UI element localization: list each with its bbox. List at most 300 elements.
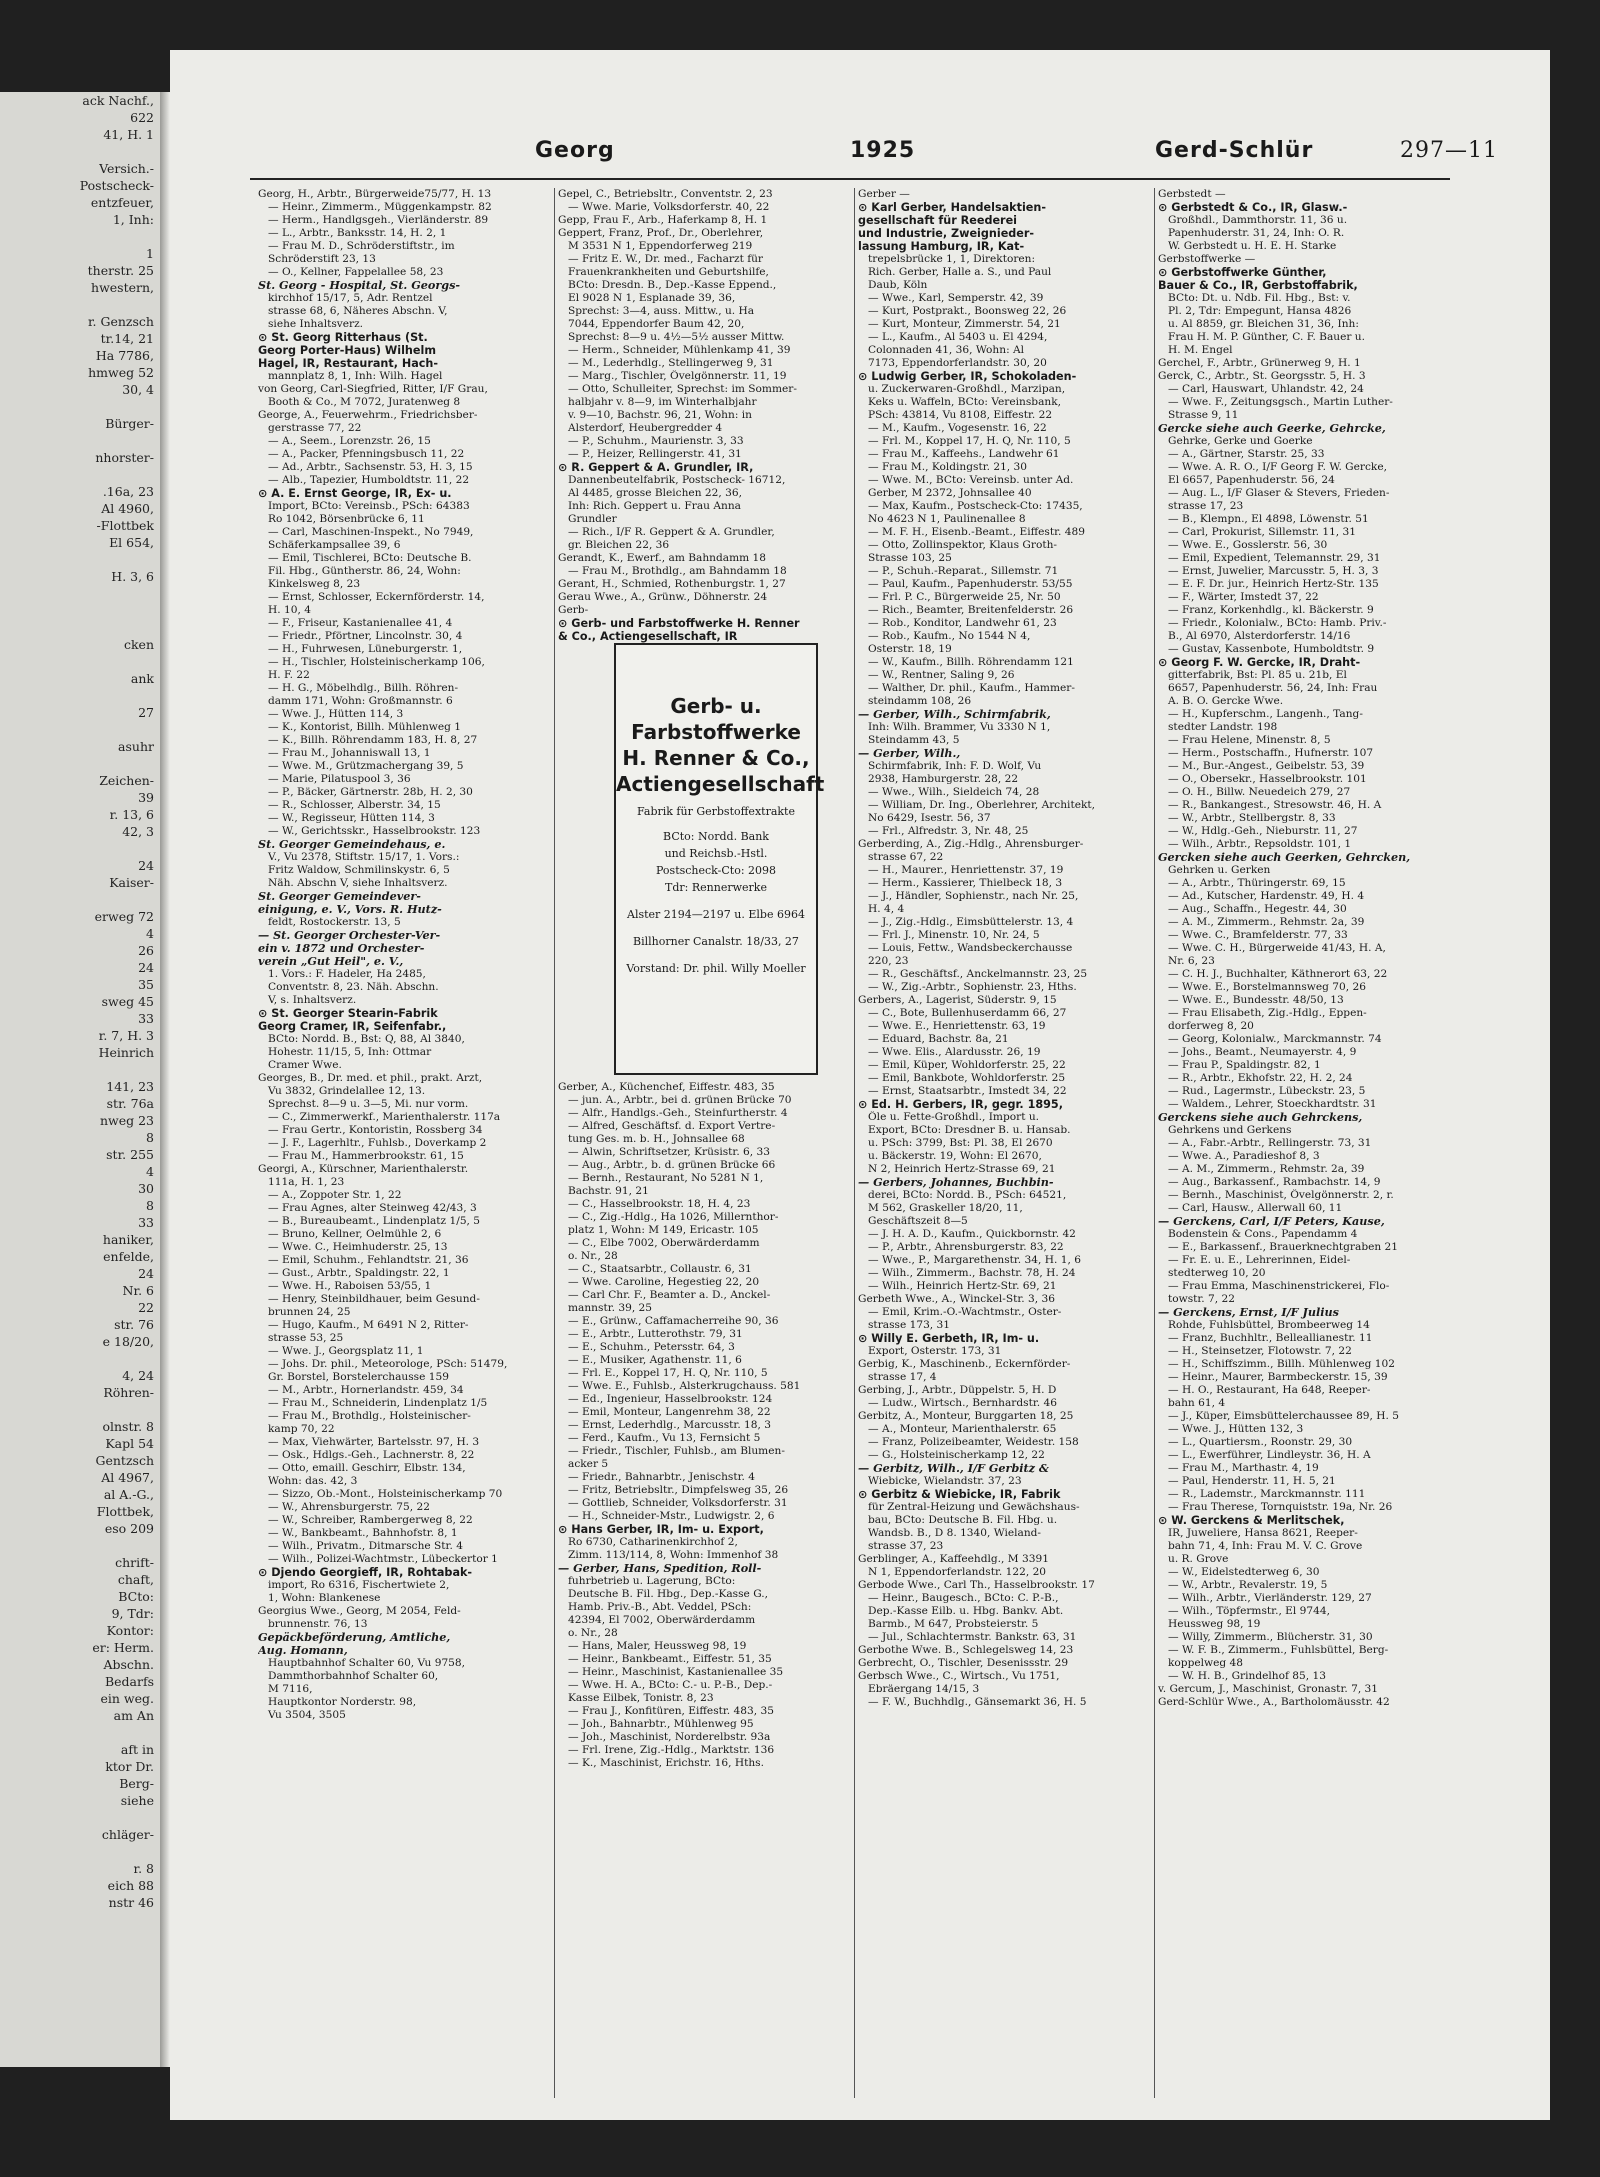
directory-entry-line: Booth & Co., M 7072, Juratenweg 8 bbox=[268, 396, 461, 408]
directory-entry-line: — Gerber, Wilh., Schirmfabrik, bbox=[858, 708, 1051, 721]
page-header bbox=[170, 138, 1550, 174]
directory-entry-line: H. 4, 4 bbox=[868, 903, 905, 915]
directory-entry-line: — Johs. Dr. phil., Meteorologe, PSch: 51479, bbox=[268, 1358, 508, 1370]
directory-entry-line: Cramer Wwe. bbox=[268, 1059, 342, 1071]
directory-entry-line: — Hugo, Kaufm., M 6491 N 2, Ritter- bbox=[268, 1319, 469, 1331]
advertisement-box bbox=[614, 643, 825, 1075]
directory-entry-line: — W., Arbtr., Revalerstr. 19, 5 bbox=[1168, 1579, 1328, 1591]
directory-entry-line: Gerau Wwe., A., Grünw., Döhnerstr. 24 bbox=[558, 591, 768, 603]
directory-entry-line: — Friedr., Pförtner, Lincolnstr. 30, 4 bbox=[268, 630, 463, 642]
left-page-text-fragment bbox=[0, 296, 160, 313]
directory-entry-line: — A., Zoppoter Str. 1, 22 bbox=[268, 1189, 402, 1201]
left-page-text-fragment: 22 bbox=[138, 1300, 154, 1315]
directory-entry-line: brunnen 24, 25 bbox=[268, 1306, 351, 1318]
directory-entry-line: — Fritz E. W., Dr. med., Facharzt für bbox=[568, 253, 763, 265]
ad-detail-line bbox=[616, 950, 816, 960]
directory-entry-line: Frauenkrankheiten und Geburtshilfe, bbox=[568, 266, 769, 278]
directory-entry-line: — W., Hdlg.-Geh., Nieburstr. 11, 27 bbox=[1168, 825, 1358, 837]
directory-entry-line: — Ad., Arbtr., Sachsenstr. 53, H. 3, 15 bbox=[268, 461, 473, 473]
directory-entry-line: — St. Georger Orchester-Ver- bbox=[258, 929, 441, 942]
page-number: 297—11 bbox=[1400, 138, 1498, 163]
left-page-text-fragment: str. 76 bbox=[114, 1317, 154, 1332]
directory-entry-line: — Aug., Arbtr., b. d. grünen Brücke 66 bbox=[568, 1159, 776, 1171]
directory-entry-line: — Frl. P. C., Bürgerweide 25, Nr. 50 bbox=[868, 591, 1061, 603]
directory-entry-line: — Wilh., Heinrich Hertz-Str. 69, 21 bbox=[868, 1280, 1057, 1292]
directory-entry-line: gerstrasse 77, 22 bbox=[268, 422, 362, 434]
directory-entry-line: Großhdl., Dammthorstr. 11, 36 u. bbox=[1168, 214, 1348, 226]
directory-entry-line: 6657, Papenhuderstr. 56, 24, Inh: Frau bbox=[1168, 682, 1378, 694]
directory-entry-line: Gerchel, F., Arbtr., Grünerweg 9, H. 1 bbox=[1158, 357, 1361, 369]
directory-entry-line: gitterfabrik, Bst: Pl. 85 u. 21b, El bbox=[1168, 669, 1347, 681]
directory-entry-line: — P., Heizer, Rellingerstr. 41, 31 bbox=[568, 448, 742, 460]
left-page-text-fragment: str. 76a bbox=[106, 1096, 154, 1111]
directory-entry-line: — P., Arbtr., Ahrensburgerstr. 83, 22 bbox=[868, 1241, 1064, 1253]
directory-entry-line: — H., Schneider-Mstr., Ludwigstr. 2, 6 bbox=[568, 1510, 775, 1522]
directory-entry-line: gesellschaft für Reederei bbox=[858, 214, 1017, 227]
left-page-text-fragment: sweg 45 bbox=[101, 994, 154, 1009]
left-page-text-fragment: 1, Inh: bbox=[112, 212, 154, 227]
ad-subtitle: Fabrik für Gerbstoffextrakte bbox=[637, 805, 795, 818]
directory-entry-line: — Ernst, Schlosser, Eckernförderstr. 14, bbox=[268, 591, 485, 603]
directory-entry-line: Gerb- bbox=[558, 604, 589, 616]
directory-entry-line: Sprechst. 8—9 u. 3—5, Mi. nur vorm. bbox=[268, 1098, 469, 1110]
directory-entry-line: Bodenstein & Cons., Papendamm 4 bbox=[1168, 1228, 1358, 1240]
directory-entry-line: Vu 3504, 3505 bbox=[268, 1709, 346, 1721]
directory-entry-line: Gehrke, Gerke und Goerke bbox=[1168, 435, 1313, 447]
directory-entry-line: — A., Fabr.-Arbtr., Rellingerstr. 73, 31 bbox=[1168, 1137, 1372, 1149]
directory-entry-line: — Frl. M., Koppel 17, H. Q, Nr. 110, 5 bbox=[868, 435, 1071, 447]
left-page-text-fragment bbox=[0, 891, 160, 908]
directory-entry-line: — Rich., Beamter, Breitenfelderstr. 26 bbox=[868, 604, 1074, 616]
directory-entry-line: Strasse 103, 25 bbox=[868, 552, 952, 564]
left-page-text-fragment: eso 209 bbox=[104, 1521, 154, 1536]
directory-entry-line: strasse 17, 4 bbox=[868, 1371, 937, 1383]
directory-entry-line: Gerant, H., Schmied, Rothenburgstr. 1, 27 bbox=[558, 578, 786, 590]
left-page-text-fragment bbox=[0, 687, 160, 704]
directory-entry-line: — Wwe., Wilh., Sieldeich 74, 28 bbox=[868, 786, 1040, 798]
left-page-text-fragment bbox=[0, 228, 160, 245]
directory-entry-line: ⊙ Gerbstoffwerke Günther, bbox=[1158, 266, 1327, 279]
directory-entry-line: Gerckens siehe auch Gehrckens, bbox=[1158, 1111, 1363, 1124]
directory-entry-line: Pl. 2, Tdr: Empegunt, Hansa 4826 bbox=[1168, 305, 1352, 317]
left-page-text-fragment: 39 bbox=[138, 790, 154, 805]
directory-entry-line: Vu 3832, Grindelallee 12, 13. bbox=[268, 1085, 426, 1097]
directory-entry-line: Nr. 6, 23 bbox=[1168, 955, 1215, 967]
left-page-text-fragment bbox=[0, 755, 160, 772]
directory-entry-line: V., Vu 2378, Stiftstr. 15/17, 1. Vors.: bbox=[268, 851, 460, 863]
directory-entry-line: Gerblinger, A., Kaffeehdlg., M 3391 bbox=[858, 1553, 1049, 1565]
directory-entry-line: — Bernh., Restaurant, No 5281 N 1, bbox=[568, 1172, 764, 1184]
left-page-text-fragment: 33 bbox=[138, 1011, 154, 1026]
column-2-entries-top bbox=[558, 188, 850, 643]
left-page-text-fragment: Ha 7786, bbox=[95, 348, 154, 363]
directory-entry-line: steindamm 108, 26 bbox=[868, 695, 972, 707]
directory-entry-line: — Wwe. A., Paradieshof 8, 3 bbox=[1168, 1150, 1320, 1162]
directory-entry-line: — Gerber, Wilh., bbox=[858, 747, 961, 760]
left-page-text-fragment: enfelde, bbox=[103, 1249, 154, 1264]
directory-entry-line: — Wwe. M., Grützmachergang 39, 5 bbox=[268, 760, 464, 772]
left-page-text-fragment: Abschn. bbox=[103, 1657, 154, 1672]
directory-entry-line: strasse 17, 23 bbox=[1168, 500, 1244, 512]
left-page-text-fragment bbox=[0, 840, 160, 857]
directory-entry-line: — Otto, emaill. Geschirr, Elbstr. 134, bbox=[268, 1462, 466, 1474]
left-page-text-fragment: er: Herm. bbox=[92, 1640, 154, 1655]
directory-entry-line: strasse 68, 6, Näheres Abschn. V, bbox=[268, 305, 448, 317]
left-page-text-fragment: Al 4960, bbox=[101, 501, 154, 516]
directory-entry-line: — Wwe. E., Fuhlsb., Alsterkrugchauss. 581 bbox=[568, 1380, 801, 1392]
directory-entry-line: 1, Wohn: Blankenese bbox=[268, 1592, 381, 1604]
directory-entry-line: Zimm. 113/114, 8, Wohn: Immenhof 38 bbox=[568, 1549, 779, 1561]
left-page-text-fragment: Kontor: bbox=[106, 1623, 154, 1638]
directory-entry-line: — Wilh., Arbtr., Vierländerstr. 129, 27 bbox=[1168, 1592, 1372, 1604]
directory-entry-line: stedterweg 10, 20 bbox=[1168, 1267, 1266, 1279]
directory-entry-line: — Alfred, Geschäftsf. d. Export Vertre- bbox=[568, 1120, 776, 1132]
directory-entry-line: St. Georger Gemeindehaus, e. bbox=[258, 838, 446, 851]
directory-entry-line: trepelsbrücke 1, 1, Direktoren: bbox=[868, 253, 1036, 265]
directory-entry-line: — C., Elbe 7002, Oberwärderdamm bbox=[568, 1237, 760, 1249]
column-divider bbox=[1154, 188, 1155, 2098]
directory-entry-line: Bachstr. 91, 21 bbox=[568, 1185, 649, 1197]
directory-entry-line: — Rob., Konditor, Landwehr 61, 23 bbox=[868, 617, 1057, 629]
directory-entry-line: A. B. O. Gercke Wwe. bbox=[1168, 695, 1284, 707]
directory-entry-line: — M., Bur.-Angest., Geibelstr. 53, 39 bbox=[1168, 760, 1365, 772]
directory-entry-line: Conventstr. 8, 23. Näh. Abschn. bbox=[268, 981, 439, 993]
directory-entry-line: — Wilh., Zimmerm., Bachstr. 78, H. 24 bbox=[868, 1267, 1076, 1279]
directory-entry-line: — L., Arbtr., Banksstr. 14, H. 2, 1 bbox=[268, 227, 447, 239]
directory-entry-line: — Heinr., Maurer, Barmbeckerstr. 15, 39 bbox=[1168, 1371, 1388, 1383]
left-page-text-fragment: ktor Dr. bbox=[105, 1759, 154, 1774]
directory-entry-line: — Carl, Hausw., Allerwall 60, 11 bbox=[1168, 1202, 1343, 1214]
left-page-text-fragment bbox=[0, 1061, 160, 1078]
directory-entry-line: — jun. A., Arbtr., bei d. grünen Brücke 70 bbox=[568, 1094, 792, 1106]
directory-entry-line: Gerber — bbox=[858, 188, 910, 200]
ad-detail-line bbox=[616, 896, 816, 906]
directory-entry-line: — L., Ewerführer, Lindleystr. 36, H. A bbox=[1168, 1449, 1371, 1461]
directory-entry-line: von Georg, Carl-Siegfried, Ritter, I/F Grau, bbox=[258, 383, 488, 395]
directory-entry-line: Grundler bbox=[568, 513, 617, 525]
directory-entry-line: ⊙ Willy E. Gerbeth, IR, Im- u. bbox=[858, 1332, 1040, 1345]
directory-entry-line: 7044, Eppendorfer Baum 42, 20, bbox=[568, 318, 745, 330]
directory-entry-line: PSch: 43814, Vu 8108, Eiffestr. 22 bbox=[868, 409, 1053, 421]
directory-entry-line: — Wwe. Elis., Alardusstr. 26, 19 bbox=[868, 1046, 1041, 1058]
directory-entry-line: Hagel, IR, Restaurant, Hach- bbox=[258, 357, 439, 370]
left-page-text-fragment: asuhr bbox=[118, 739, 154, 754]
directory-entry-line: Gerandt, K., Ewerf., am Bahndamm 18 bbox=[558, 552, 767, 564]
directory-entry-line: — Herm., Schneider, Mühlenkamp 41, 39 bbox=[568, 344, 791, 356]
left-page-text-fragment: Nr. 6 bbox=[122, 1283, 154, 1298]
directory-entry-line: — Fritz, Betriebsltr., Dimpfelsweg 35, 26 bbox=[568, 1484, 789, 1496]
directory-entry-line: — L., Kaufm., Al 5403 u. El 4294, bbox=[868, 331, 1048, 343]
directory-entry-line: Rich. Gerber, Halle a. S., und Paul bbox=[868, 266, 1052, 278]
directory-entry-line: — Frau M., Schneiderin, Lindenplatz 1/5 bbox=[268, 1397, 488, 1409]
directory-entry-line: — H., Fuhrwesen, Lüneburgerstr. 1, bbox=[268, 643, 463, 655]
directory-entry-line: 1. Vors.: F. Hadeler, Ha 2485, bbox=[268, 968, 426, 980]
directory-entry-line: Näh. Abschn V, siehe Inhaltsverz. bbox=[268, 877, 448, 889]
left-page-text-fragment: 24 bbox=[138, 960, 154, 975]
directory-entry-line: — B., Klempn., El 4898, Löwenstr. 51 bbox=[1168, 513, 1369, 525]
ad-detail-line: Alster 2194—2197 u. Elbe 6964 bbox=[627, 908, 805, 921]
directory-entry-line: strasse 53, 25 bbox=[268, 1332, 344, 1344]
directory-entry-line: St. Georg - Hospital, St. Georgs- bbox=[258, 279, 461, 292]
directory-entry-line: — C., Hasselbrookstr. 18, H. 4, 23 bbox=[568, 1198, 751, 1210]
left-page-text-fragment: Zeichen- bbox=[99, 773, 154, 788]
header-rule bbox=[250, 178, 1450, 180]
directory-entry-line: — Carl Chr. F., Beamter a. D., Anckel- bbox=[568, 1289, 771, 1301]
left-page-text-fragment: aft in bbox=[120, 1742, 154, 1757]
left-page-text-fragment: r. 8 bbox=[133, 1861, 154, 1876]
directory-entry-line: ⊙ R. Geppert & A. Grundler, IR, bbox=[558, 461, 754, 474]
directory-entry-line: — Rud., Lagermstr., Lübeckstr. 23, 5 bbox=[1168, 1085, 1366, 1097]
directory-entry-line: koppelweg 48 bbox=[1168, 1657, 1243, 1669]
directory-entry-line: W. Gerbstedt u. H. E. H. Starke bbox=[1168, 240, 1337, 252]
directory-entry-line: — Max, Viehwärter, Bartelsstr. 97, H. 3 bbox=[268, 1436, 480, 1448]
directory-entry-line: Georgius Wwe., Georg, M 2054, Feld- bbox=[258, 1605, 461, 1617]
left-page-text-fragment: ank bbox=[130, 671, 154, 686]
left-page-text-fragment bbox=[0, 602, 160, 619]
directory-entry-line: — Frau M. D., Schröderstiftstr., im bbox=[268, 240, 455, 252]
directory-entry-line: bahn 61, 4 bbox=[1168, 1397, 1226, 1409]
left-page-text-fragment: H. 3, 6 bbox=[111, 569, 154, 584]
left-page-text-fragment: 8 bbox=[146, 1198, 154, 1213]
directory-entry-line: verein „Gut Heil", e. V., bbox=[258, 955, 404, 968]
directory-entry-line: — E., Arbtr., Lutterothstr. 79, 31 bbox=[568, 1328, 743, 1340]
directory-entry-line: Fil. Hbg., Güntherstr. 86, 24, Wohn: bbox=[268, 565, 461, 577]
directory-entry-line: ein v. 1872 und Orchester- bbox=[258, 942, 425, 955]
left-page-text-fragment: 1 bbox=[146, 246, 154, 261]
directory-entry-line: — Gustav, Kassenbote, Humboldtstr. 9 bbox=[1168, 643, 1375, 655]
directory-entry-line: — H., Steinsetzer, Flotowstr. 7, 22 bbox=[1168, 1345, 1352, 1357]
directory-entry-line: Geschäftszeit 8—5 bbox=[868, 1215, 968, 1227]
left-page-text-fragment bbox=[0, 1724, 160, 1741]
left-page-text-fragment: 24 bbox=[138, 858, 154, 873]
directory-entry-line: Alsterdorf, Heubergredder 4 bbox=[568, 422, 723, 434]
directory-entry-line: ⊙ St. Georg Ritterhaus (St. bbox=[258, 331, 428, 344]
directory-entry-line: — C., Zimmerwerkf., Marienthalerstr. 117a bbox=[268, 1111, 501, 1123]
directory-entry-line: — Wwe. M., BCto: Vereinsb. unter Ad. bbox=[868, 474, 1074, 486]
left-page-text-fragment: 4 bbox=[146, 926, 154, 941]
directory-entry-line: — O. H., Billw. Neuedeich 279, 27 bbox=[1168, 786, 1351, 798]
left-page-text-fragment: ein weg. bbox=[100, 1691, 154, 1706]
directory-entry-line: — Frl. Irene, Zig.-Hdlg., Marktstr. 136 bbox=[568, 1744, 775, 1756]
directory-entry-line: acker 5 bbox=[568, 1458, 609, 1470]
directory-entry-line: — Eduard, Bachstr. 8a, 21 bbox=[868, 1033, 1009, 1045]
directory-entry-line: — Ed., Ingenieur, Hasselbrookstr. 124 bbox=[568, 1393, 773, 1405]
directory-entry-line: — A., Seem., Lorenzstr. 26, 15 bbox=[268, 435, 431, 447]
directory-entry-line: — A. M., Zimmerm., Rehmstr. 2a, 39 bbox=[1168, 916, 1365, 928]
left-page-text-fragment: ack Nachf., bbox=[82, 93, 154, 108]
directory-entry-line: — Wilh., Töpfermstr., El 9744, bbox=[1168, 1605, 1330, 1617]
directory-entry-line: St. Georger Gemeindever- bbox=[258, 890, 421, 903]
directory-entry-line: — K., Billh. Röhrendamm 183, H. 8, 27 bbox=[268, 734, 478, 746]
directory-entry-line: Gerbsch Wwe., C., Wirtsch., Vu 1751, bbox=[858, 1670, 1060, 1682]
left-page-text-fragment bbox=[0, 432, 160, 449]
directory-entry-line: — Frl. E., Koppel 17, H. Q, Nr. 110, 5 bbox=[568, 1367, 768, 1379]
directory-entry-line: — M. F. H., Eisenb.-Beamt., Eiffestr. 489 bbox=[868, 526, 1085, 538]
directory-entry-line: — M., Arbtr., Hornerlandstr. 459, 34 bbox=[268, 1384, 464, 1396]
directory-entry-line: V, s. Inhaltsverz. bbox=[268, 994, 357, 1006]
directory-entry-line: derei, BCto: Nordd. B., PSch: 64521, bbox=[868, 1189, 1067, 1201]
directory-entry-line: ⊙ Hans Gerber, IR, Im- u. Export, bbox=[558, 1523, 764, 1536]
left-page-text-fragment: 141, 23 bbox=[106, 1079, 154, 1094]
left-page-text-fragment bbox=[0, 466, 160, 483]
directory-entry-line: — Carl, Prokurist, Sillemstr. 11, 31 bbox=[1168, 526, 1357, 538]
left-page-text-fragment bbox=[0, 653, 160, 670]
directory-entry-line: — Hans, Maler, Heussweg 98, 19 bbox=[568, 1640, 747, 1652]
left-page-text-fragment: chläger- bbox=[101, 1827, 154, 1842]
left-page-text-fragment: entzfeuer, bbox=[90, 195, 154, 210]
directory-entry-line: halbjahr v. 8—9, im Winterhalbjahr bbox=[568, 396, 757, 408]
left-page-text-fragment: Röhren- bbox=[103, 1385, 154, 1400]
ad-detail-line: Postscheck-Cto: 2098 bbox=[655, 864, 777, 877]
directory-entry-line: — Ferd., Kaufm., Vu 13, Fernsicht 5 bbox=[568, 1432, 761, 1444]
directory-entry-line: Gepel, C., Betriebsltr., Conventstr. 2, 23 bbox=[558, 188, 773, 200]
directory-entry-line: — Osk., Hdlgs.-Geh., Lachnerstr. 8, 22 bbox=[268, 1449, 475, 1461]
left-page-text-fragment: 30, 4 bbox=[122, 382, 154, 397]
directory-entry-line: — Carl, Maschinen-Inspekt., No 7949, bbox=[268, 526, 474, 538]
directory-entry-line: — Paul, Kaufm., Papenhuderstr. 53/55 bbox=[868, 578, 1073, 590]
directory-entry-line: Kinkelsweg 8, 23 bbox=[268, 578, 361, 590]
directory-entry-line: — Ad., Kutscher, Hardenstr. 49, H. 4 bbox=[1168, 890, 1365, 902]
ad-detail-line: Vorstand: Dr. phil. Willy Moeller bbox=[626, 962, 806, 975]
directory-entry-line: — Wilh., Polizei-Wachtmstr., Lübeckertor 1 bbox=[268, 1553, 498, 1565]
directory-entry-line: Hauptkontor Norderstr. 98, bbox=[268, 1696, 417, 1708]
left-page-text-fragment bbox=[0, 1350, 160, 1367]
directory-entry-line: kamp 70, 22 bbox=[268, 1423, 335, 1435]
directory-entry-line: Fritz Waldow, Schmilinskystr. 6, 5 bbox=[268, 864, 450, 876]
directory-entry-line: — W., Gerichtsskr., Hasselbrookstr. 123 bbox=[268, 825, 481, 837]
directory-entry-line: Gerd-Schlür Wwe., A., Bartholomäusstr. 42 bbox=[1158, 1696, 1390, 1708]
directory-entry-line: No 6429, Isestr. 56, 37 bbox=[868, 812, 991, 824]
directory-entry-line: — J. H. A. D., Kaufm., Quickbornstr. 42 bbox=[868, 1228, 1076, 1240]
directory-entry-line: — Wwe. E., Gosslerstr. 56, 30 bbox=[1168, 539, 1328, 551]
directory-entry-line: — Bernh., Maschinist, Övelgönnerstr. 2, r. bbox=[1168, 1189, 1394, 1201]
ad-detail-line: Tdr: Rennerwerke bbox=[665, 881, 767, 894]
directory-entry-line: — Aug., Barkassenf., Rambachstr. 14, 9 bbox=[1168, 1176, 1381, 1188]
left-page-text-fragment: 24 bbox=[138, 1266, 154, 1281]
directory-entry-line: — Ernst, Lederhdlg., Marcusstr. 18, 3 bbox=[568, 1419, 772, 1431]
directory-entry-line: H. F. 22 bbox=[268, 669, 310, 681]
left-page-text-fragment: eich 88 bbox=[107, 1878, 154, 1893]
directory-entry-line: — C., Zig.-Hdlg., Ha 1026, Millernthor- bbox=[568, 1211, 779, 1223]
directory-entry-line: — Wwe. C., Heimhuderstr. 25, 13 bbox=[268, 1241, 448, 1253]
directory-entry-line: Hohestr. 11/15, 5, Inh: Ottmar bbox=[268, 1046, 432, 1058]
directory-entry-line: — B., Bureaubeamt., Lindenplatz 1/5, 5 bbox=[268, 1215, 481, 1227]
directory-entry-line: u. PSch: 3799, Bst: Pl. 38, El 2670 bbox=[868, 1137, 1053, 1149]
directory-entry-line: fuhrbetrieb u. Lagerung, BCto: bbox=[568, 1575, 736, 1587]
directory-entry-line: — Bruno, Kellner, Oelmühle 2, 6 bbox=[268, 1228, 442, 1240]
directory-entry-line: — Franz, Buchhltr., Belleallianestr. 11 bbox=[1168, 1332, 1373, 1344]
directory-entry-line: — Gerber, Hans, Spedition, Roll- bbox=[558, 1562, 762, 1575]
directory-entry-line: — Franz, Korkenhdlg., kl. Bäckerstr. 9 bbox=[1168, 604, 1374, 616]
directory-entry-line: — Marie, Pilatuspool 3, 36 bbox=[268, 773, 411, 785]
left-page-text-fragment: Berg- bbox=[119, 1776, 154, 1791]
directory-entry-line: Rohde, Fuhlsbüttel, Brombeerweg 14 bbox=[1168, 1319, 1370, 1331]
left-page-text-fragment: Gentzsch bbox=[95, 1453, 154, 1468]
directory-entry-line: u. Bäckerstr. 19, Wohn: El 2670, bbox=[868, 1150, 1042, 1162]
directory-entry-line: — E., Grünw., Caffamacherreihe 90, 36 bbox=[568, 1315, 779, 1327]
ad-title bbox=[616, 693, 825, 797]
directory-entry-line: Gerbstedt — bbox=[1158, 188, 1226, 200]
directory-entry-line: — W., Ahrensburgerstr. 75, 22 bbox=[268, 1501, 430, 1513]
directory-entry-line: Papenhuderstr. 31, 24, Inh: O. R. bbox=[1168, 227, 1345, 239]
left-page-fragment bbox=[0, 92, 160, 2067]
column-2-entries-bottom bbox=[558, 1081, 850, 1770]
directory-entry-line: ⊙ Gerbitz & Wiebicke, IR, Fabrik bbox=[858, 1488, 1061, 1501]
left-page-text-fragment: nhorster- bbox=[95, 450, 154, 465]
directory-entry-line: import, Ro 6316, Fischertwiete 2, bbox=[268, 1579, 450, 1591]
directory-entry-line: — Frau Gertr., Kontoristin, Rossberg 34 bbox=[268, 1124, 483, 1136]
directory-entry-line: & Co., Actiengesellschaft, IR bbox=[558, 630, 738, 643]
directory-entry-line: v. 9—10, Bachstr. 96, 21, Wohn: in bbox=[568, 409, 752, 421]
directory-entry-line: Gepp, Frau F., Arb., Haferkamp 8, H. 1 bbox=[558, 214, 768, 226]
directory-page bbox=[170, 50, 1550, 2120]
directory-entry-line: — Ludw., Wirtsch., Bernhardstr. 46 bbox=[868, 1397, 1057, 1409]
directory-entry-line: ⊙ Gerb- und Farbstoffwerke H. Renner bbox=[558, 617, 800, 630]
ad-title-line: Gerb- u. Farbstoffwerke bbox=[631, 694, 801, 744]
left-page-text-fragment: 26 bbox=[138, 943, 154, 958]
directory-entry-line: — Wwe. H., Raboisen 53/55, 1 bbox=[268, 1280, 432, 1292]
directory-entry-line: feldt, Rostockerstr. 13, 5 bbox=[268, 916, 401, 928]
directory-entry-line: Sprechst: 3—4, auss. Mittw., u. Ha bbox=[568, 305, 755, 317]
directory-entry-line: v. Gercum, J., Maschinist, Gronastr. 7, 31 bbox=[1158, 1683, 1379, 1695]
directory-entry-line: Georg Cramer, IR, Seifenfabr., bbox=[258, 1020, 447, 1033]
directory-entry-line: — P., Schuh.-Reparat., Sillemstr. 71 bbox=[868, 565, 1059, 577]
left-page-text-fragment: nweg 23 bbox=[99, 1113, 154, 1128]
directory-entry-line: — Gerckens, Ernst, I/F Julius bbox=[1158, 1306, 1339, 1319]
directory-entry-line: IR, Juweliere, Hansa 8621, Reeper- bbox=[1168, 1527, 1358, 1539]
left-page-text-fragment: siehe bbox=[120, 1793, 154, 1808]
directory-entry-line: — Fr. E. u. E., Lehrerinnen, Eidel- bbox=[1168, 1254, 1351, 1266]
left-page-text-fragment: hwestern, bbox=[91, 280, 154, 295]
left-page-text-fragment bbox=[0, 1537, 160, 1554]
directory-entry-line: — Alwin, Schriftsetzer, Krüsistr. 6, 33 bbox=[568, 1146, 771, 1158]
directory-entry-line: — Emil, Expedient, Telemannstr. 29, 31 bbox=[1168, 552, 1381, 564]
left-page-text-fragment: str. 255 bbox=[106, 1147, 154, 1162]
left-page-text-fragment: tr.14, 21 bbox=[100, 331, 154, 346]
directory-entry-line: ⊙ Karl Gerber, Handelsaktien- bbox=[858, 201, 1046, 214]
left-page-text-fragment: Flottbek, bbox=[96, 1504, 154, 1519]
directory-entry-line: — P., Schuhm., Maurienstr. 3, 33 bbox=[568, 435, 744, 447]
left-page-text-fragment bbox=[0, 585, 160, 602]
column-1 bbox=[258, 188, 550, 2098]
directory-entry-line: — K., Kontorist, Billh. Mühlenweg 1 bbox=[268, 721, 462, 733]
directory-entry-line: — J., Küper, Eimsbüttelerchaussee 89, H. 5 bbox=[1168, 1410, 1399, 1422]
directory-entry-line: Schirmfabrik, Inh: F. D. Wolf, Vu bbox=[868, 760, 1042, 772]
directory-entry-line: — A., Packer, Pfenningsbusch 11, 22 bbox=[268, 448, 465, 460]
directory-entry-line: 7173, Eppendorferlandstr. 30, 20 bbox=[868, 357, 1047, 369]
directory-entry-line: — Frau M., Kaffeehs., Landwehr 61 bbox=[868, 448, 1060, 460]
directory-entry-line: — Emil, Krim.-O.-Wachtmstr., Oster- bbox=[868, 1306, 1062, 1318]
directory-entry-line: ⊙ A. E. Ernst George, IR, Ex- u. bbox=[258, 487, 452, 500]
left-page-text-fragment: 42, 3 bbox=[122, 824, 154, 839]
left-page-text-fragment: .16a, 23 bbox=[102, 484, 154, 499]
directory-entry-line: dorferweg 8, 20 bbox=[1168, 1020, 1254, 1032]
directory-entry-line: — W. F. B., Zimmerm., Fuhlsbüttel, Berg- bbox=[1168, 1644, 1389, 1656]
left-page-text-fragment: Heinrich bbox=[98, 1045, 154, 1060]
directory-entry-line: — Friedr., Bahnarbtr., Jenischstr. 4 bbox=[568, 1471, 755, 1483]
directory-entry-line: u. Zuckerwaren-Großhdl., Marzipan, bbox=[868, 383, 1066, 395]
directory-entry-line: — A., Gärtner, Starstr. 25, 33 bbox=[1168, 448, 1325, 460]
directory-entry-line: Gr. Borstel, Borstelerchausse 159 bbox=[268, 1371, 449, 1383]
directory-entry-line: — F., Wärter, Imstedt 37, 22 bbox=[1168, 591, 1319, 603]
left-page-text-fragment: chaft, bbox=[117, 1572, 154, 1587]
left-page-text-fragment: Al 4967, bbox=[101, 1470, 154, 1485]
directory-entry-line: Georg, H., Arbtr., Bürgerweide75/77, H. 13 bbox=[258, 188, 492, 200]
directory-entry-line: Gerbitz, A., Monteur, Burggarten 18, 25 bbox=[858, 1410, 1074, 1422]
directory-entry-line: strasse 173, 31 bbox=[868, 1319, 951, 1331]
directory-entry-line: stedter Landstr. 198 bbox=[1168, 721, 1278, 733]
directory-entry-line: Export, Osterstr. 173, 31 bbox=[868, 1345, 1002, 1357]
